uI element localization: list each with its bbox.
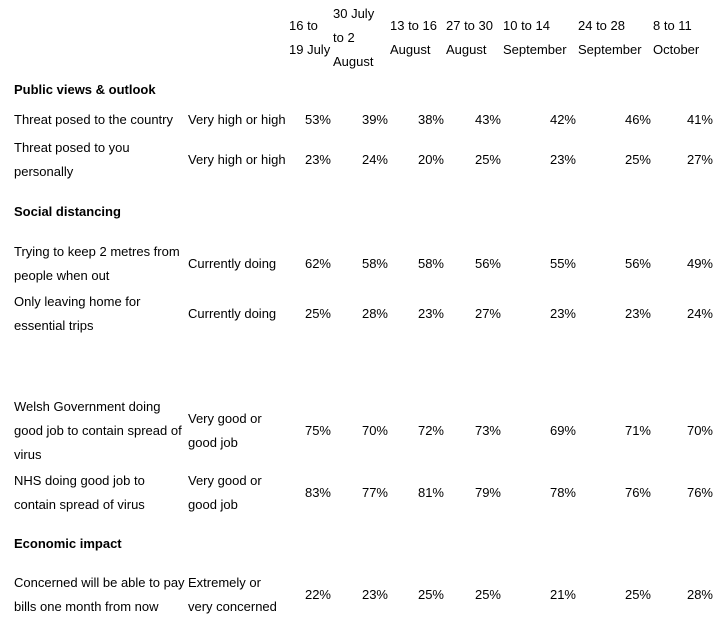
value-cell: 41% <box>686 112 713 127</box>
value-cell: 58% <box>361 256 388 271</box>
value-cell: 78% <box>549 485 576 500</box>
column-header-7: 8 to 11 October <box>653 18 700 57</box>
row-measure: Very good or good job <box>188 411 262 450</box>
value-cell: 28% <box>686 587 713 602</box>
section-title-social-distancing: Social distancing <box>14 204 121 219</box>
value-cell: 25% <box>304 306 331 321</box>
value-cell: 62% <box>304 256 331 271</box>
section-title-economic-impact: Economic impact <box>14 536 122 551</box>
value-cell: 21% <box>549 587 576 602</box>
value-cell: 23% <box>549 306 576 321</box>
value-cell: 73% <box>474 423 501 438</box>
value-cell: 23% <box>304 152 331 167</box>
value-cell: 28% <box>361 306 388 321</box>
value-cell: 70% <box>361 423 388 438</box>
row-label: Welsh Government doing good job to contain spread of virus <box>14 399 182 462</box>
value-cell: 25% <box>474 587 501 602</box>
column-header-1: 16 to 19 July <box>289 18 331 57</box>
value-cell: 79% <box>474 485 501 500</box>
value-cell: 56% <box>624 256 651 271</box>
value-cell: 27% <box>474 306 501 321</box>
value-cell: 55% <box>549 256 576 271</box>
value-cell: 24% <box>686 306 713 321</box>
value-cell: 27% <box>686 152 713 167</box>
value-cell: 81% <box>417 485 444 500</box>
row-label: NHS doing good job to contain spread of virus <box>14 473 145 512</box>
column-header-3: 13 to 16 August <box>390 18 437 57</box>
value-cell: 25% <box>624 587 651 602</box>
value-cell: 25% <box>474 152 501 167</box>
value-cell: 25% <box>417 587 444 602</box>
column-header-4: 27 to 30 August <box>446 18 493 57</box>
row-label: Only leaving home for essential trips <box>14 294 141 333</box>
value-cell: 76% <box>624 485 651 500</box>
value-cell: 77% <box>361 485 388 500</box>
value-cell: 58% <box>417 256 444 271</box>
row-label: Concerned will be able to pay bills one month from now <box>14 575 185 614</box>
row-measure: Very high or high <box>188 112 286 127</box>
value-cell: 38% <box>417 112 444 127</box>
value-cell: 76% <box>686 485 713 500</box>
value-cell: 22% <box>304 587 331 602</box>
value-cell: 23% <box>361 587 388 602</box>
row-measure: Very good or good job <box>188 473 262 512</box>
value-cell: 49% <box>686 256 713 271</box>
value-cell: 70% <box>686 423 713 438</box>
section-title-public-views: Public views & outlook <box>14 82 156 97</box>
row-measure: Very high or high <box>188 152 286 167</box>
value-cell: 46% <box>624 112 651 127</box>
value-cell: 23% <box>417 306 444 321</box>
column-header-2: 30 July to 2 August <box>333 6 375 69</box>
value-cell: 42% <box>549 112 576 127</box>
row-label: Threat posed to the country <box>14 112 173 127</box>
value-cell: 53% <box>304 112 331 127</box>
row-label: Threat posed to you personally <box>14 140 130 179</box>
value-cell: 20% <box>417 152 444 167</box>
value-cell: 23% <box>549 152 576 167</box>
value-cell: 43% <box>474 112 501 127</box>
value-cell: 25% <box>624 152 651 167</box>
value-cell: 71% <box>624 423 651 438</box>
column-header-5: 10 to 14 September <box>503 18 567 57</box>
value-cell: 39% <box>361 112 388 127</box>
row-measure: Currently doing <box>188 306 277 321</box>
value-cell: 56% <box>474 256 501 271</box>
column-header-6: 24 to 28 September <box>578 18 642 57</box>
value-cell: 69% <box>549 423 576 438</box>
value-cell: 23% <box>624 306 651 321</box>
row-measure: Extremely or very concerned <box>188 575 277 614</box>
value-cell: 75% <box>304 423 331 438</box>
row-measure: Currently doing <box>188 256 277 271</box>
value-cell: 83% <box>304 485 331 500</box>
value-cell: 24% <box>361 152 388 167</box>
value-cell: 72% <box>417 423 444 438</box>
row-label: Trying to keep 2 metres from people when out <box>14 244 180 283</box>
